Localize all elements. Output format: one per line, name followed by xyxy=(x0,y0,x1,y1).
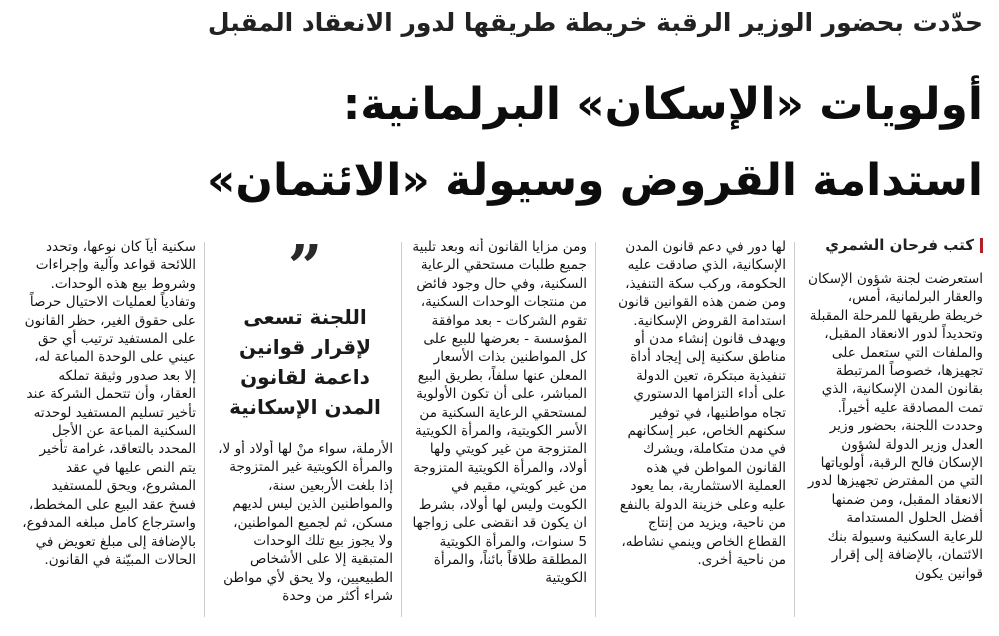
column-divider xyxy=(794,242,795,617)
column-1 xyxy=(807,270,983,620)
column-3-text: ومن مزايا القانون أنه وبعد تلبية جميع طلبات مستحقي الرعاية السكنية، وفي حال وجود فائض من منتجات الوحدات السكنية، تقوم الشركات - بعد موافقة المؤسسة - بعرضها للبيع على كل المواطنين بذات الأسعار المعلن عنها سلفاً، بطريق البيع المباشر، على أن تكون الأولوية لمستحقي الرعاية السكنية من الأسر الكويتية، والمرأة الكويتية المتزوجة من غير كويتي ولها أولاد، والمرأة الكويتية المتزوجة من غير كويتي، مقيم في الكويت وليس لها أولاد، بشرط ان يكون قد انقضى على زواجها 5 سنوات، والمرأة الكويتية المطلقة طلاقاً بائناً، والمرأة الكويتية xyxy=(412,239,587,587)
column-2 xyxy=(610,238,786,618)
byline-accent xyxy=(980,238,983,253)
kicker: حدّدت بحضور الوزير الرقبة خريطة طريقها لدور الانعقاد المقبل xyxy=(207,8,983,37)
column-2-text: لها دور في دعم قانون المدن الإسكانية، الذي صادقت عليه الحكومة، وركب سكة التنفيذ، ومن ضمن هذه القوانين قانون استدامة القروض الإسكانية. ويهدف قانون إنشاء مدن أو مناطق سكنية إلى إيجاد أداة تنفيذية مبتكرة، تعين الدولة على أداء التزامها الدستوري تجاه مواطنيها، في توفير سكنهم الخاص، عبر إسكانهم في مدن متكاملة، ويشرك القانون المواطن في هذه العملية الاستثمارية، بما يعود عليه وعلى خزينة الدولة بالنفع من ناحية، ويزيد من إنتاج القطاع الخاص وينمي نشاطه، من ناحية أخرى. xyxy=(618,239,786,568)
headline-line-2: استدامة القروض وسيولة «الائتمان» xyxy=(207,155,983,206)
column-5 xyxy=(20,238,196,618)
column-3 xyxy=(411,238,587,618)
column-divider xyxy=(595,242,596,617)
column-1-text: استعرضت لجنة شؤون الإسكان والعقار البرلمانية، أمس، خريطة طريقها للمرحلة المقبلة وتحديداً لدور الانعقاد المقبل، والملفات التي ستعمل على تجهيزها، خصوصاً المرتبطة بقانون المدن الإسكانية، الذي تمت المصادقة عليه أخيراً. وحددت اللجنة، بحضور وزير العدل وزير الدولة لشؤون الإسكان فالح الرقبة، أولوياتها التي من المفترض تجهيزها لدور الانعقاد المقبل، ومن ضمنها أفضل الحلول المستدامة للرعاية السكنية وسيولة بنك الائتمان، بالإضافة إلى إقرار قوانين يكون xyxy=(807,271,983,582)
quote-mark-icon: ” xyxy=(287,233,323,303)
pull-quote-text: اللجنة تسعى لإقرار قوانين داعمة لقانون المدن الإسكانية xyxy=(229,305,381,419)
pull-quote xyxy=(217,233,393,428)
column-divider xyxy=(401,242,402,617)
column-5-text: سكنية أياً كان نوعها، وتحدد اللائحة قواعد وآلية وإجراءات وشروط بيع هذه الوحدات. وتفادياً لعمليات الاحتيال حرصاً على حقوق الغير، حظر القانون على المستفيد ترتيب أي حق عيني على الوحدة المباعة له، إلا بعد صدور وثيقة تملكه العقار، وأن تتحمل الشركة عند تأخير تسليم المستفيد لوحدته السكنية المباعة عن الأجل المحدد بالتعاقد، غرامة تأخير يتم النص عليها في عقد المشروع، ويحق للمستفيد فسخ عقد البيع على المخطط، واسترجاع كامل مبلغه المدفوع، بالإضافة إلى مبلغ تعويض في الحالات المبيّنة في القانون. xyxy=(22,239,196,568)
column-divider xyxy=(204,242,205,617)
byline xyxy=(807,236,983,254)
byline-text: كتب فرحان الشمري xyxy=(825,236,974,254)
column-4-text: الأرملة، سواء منْ لها أولاد أو لا، والمرأة الكويتية غير المتزوجة إذا بلغت الأربعين سنة، والمواطنين الذين ليس لديهم مسكن، ثم لجميع المواطنين، ولا يجوز بيع تلك الوحدات المتبقية إلا على الأشخاص الطبيعيين، ولا يحق لأي مواطن شراء أكثر من وحدة xyxy=(218,441,393,605)
headline-line-1: أولويات «الإسكان» البرلمانية: xyxy=(342,79,983,130)
column-4 xyxy=(217,440,393,620)
